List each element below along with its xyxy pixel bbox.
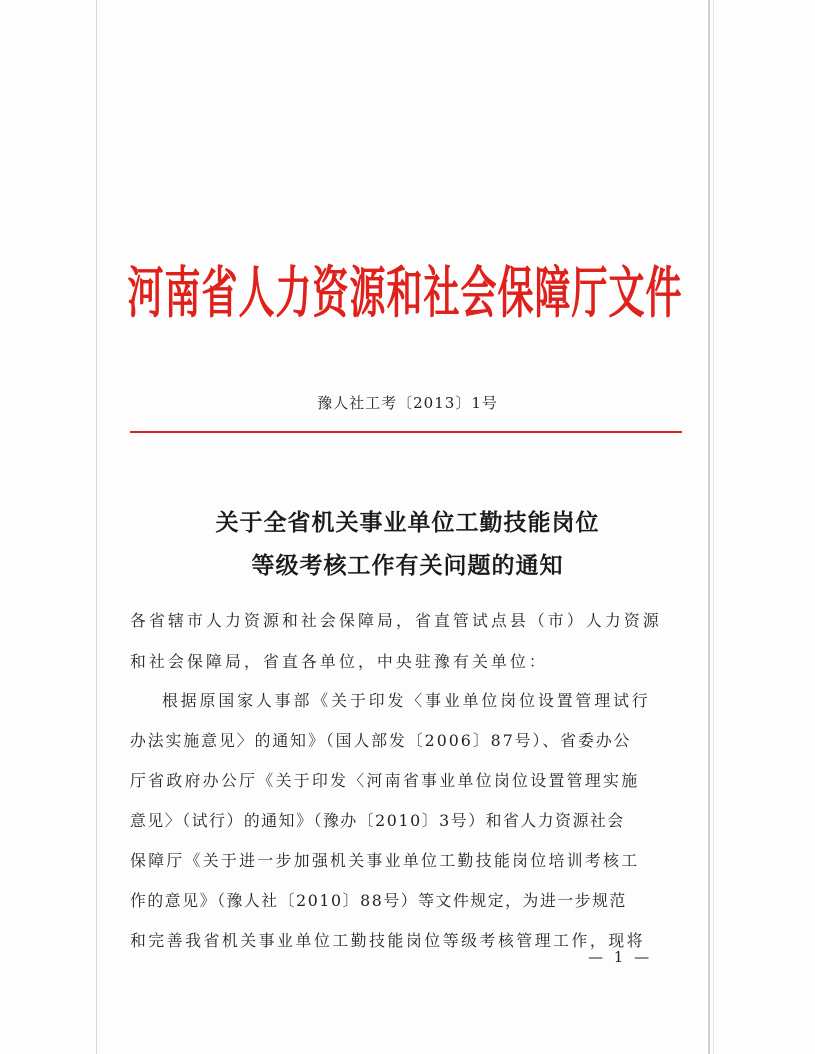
red-divider-rule [130,431,682,433]
document-title-line: 等级考核工作有关问题的通知 [251,552,564,579]
body-line: 厅省政府办公厅《关于印发〈河南省事业单位岗位设置管理实施 [130,771,640,790]
body-line: 保障厅《关于进一步加强机关事业单位工勤技能岗位培训考核工 [130,851,640,870]
body-line: 意见〉（试行）的通知》（豫办〔2010〕3号）和省人力资源社会 [130,811,625,830]
body-line: 作的意见》（豫人社〔2010〕88号）等文件规定，为进一步规范 [130,891,627,910]
document-masthead: 河南省人力资源和社会保障厅文件 [127,262,683,326]
body-line: 和社会保障局，省直各单位，中央驻豫有关单位： [130,652,548,671]
page-number: — 1 — [588,948,653,966]
body-line: 各省辖市人力资源和社会保障局，省直管试点县（市）人力资源 [130,611,662,630]
body-line: 办法实施意见〉的通知》（国人部发〔2006〕87号）、省委办公 [130,731,632,750]
body-line: 和完善我省机关事业单位工勤技能岗位等级考核管理工作，现将 [130,931,646,950]
document-number: 豫人社工考〔2013〕1号 [317,394,498,412]
document-title-line: 关于全省机关事业单位工勤技能岗位 [215,509,600,536]
body-line: 根据原国家人事部《关于印发〈事业单位岗位设置管理试行 [162,691,651,710]
